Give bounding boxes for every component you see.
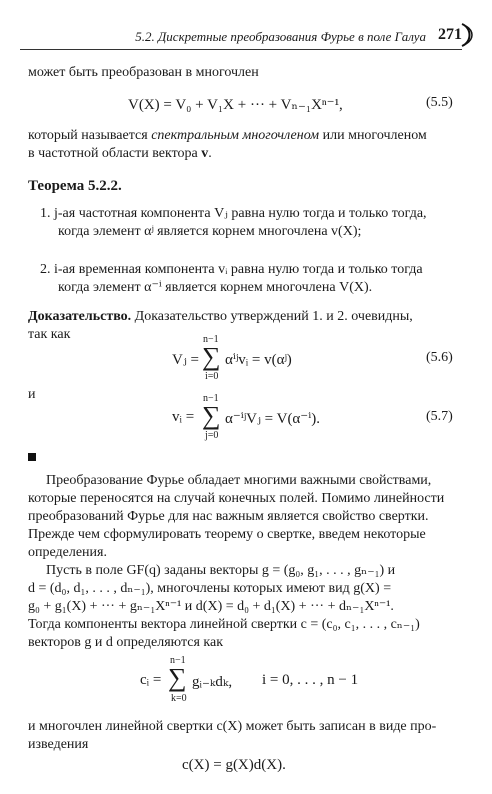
paragraph-1-line-2: в частотной области вектора v.	[28, 146, 212, 161]
paragraph-2-line-1: Преобразование Фурье обладает многими важными свойствами,	[46, 473, 432, 488]
sum-icon: ∑	[168, 663, 187, 692]
sum-icon: ∑	[202, 342, 221, 371]
paragraph-3-line-1: Пусть в поле GF(q) заданы векторы g = (g₀, g₁, . . . , gₙ₋₁) и	[46, 563, 396, 578]
paragraph-3-line-2: d = (d₀, d₁, . . . , dₙ₋₁), многочлены которых имеют вид g(X) =	[28, 581, 392, 596]
paragraph-4-line-2: изведения	[28, 737, 89, 752]
equation-product: c(X) = g(X)d(X).	[182, 757, 286, 773]
sum-icon: ∑	[202, 401, 221, 430]
equation-convolution-upper-limit: n−1	[170, 655, 186, 666]
page-number: 271	[438, 26, 462, 43]
equation-5-7-lower-limit: j=0	[205, 430, 219, 441]
paragraph-2-line-2: которые переносятся на случай конечных полей. Помимо линейности	[28, 491, 445, 506]
paragraph-3-line-3: g₀ + g₁(X) + ··· + gₙ₋₁Xⁿ⁻¹ и d(X) = d₀ + d₁(X) + ··· + dₙ₋₁Xⁿ⁻¹.	[28, 599, 394, 614]
proof-label: Доказательство.	[28, 309, 132, 324]
paragraph-3-line-5: векторов g и d определяются как	[28, 635, 224, 650]
equation-convolution-lhs: cᵢ =	[140, 672, 162, 688]
theorem-item-2-line-1: 2. i-ая временная компонента vᵢ равна нулю тогда и только тогда	[40, 262, 423, 277]
equation-convolution-range: i = 0, . . . , n − 1	[262, 672, 359, 688]
equation-5-5: V(X) = V₀ + V₁X + ··· + Vₙ₋₁Xⁿ⁻¹,	[128, 97, 343, 113]
paragraph-1-line-1: который называется спектральным многочленом или многочленом	[28, 128, 427, 143]
thumb-tab-icon	[460, 22, 474, 48]
header-rule	[20, 49, 462, 50]
equation-5-5-number: (5.5)	[426, 95, 453, 110]
equation-5-7-number: (5.7)	[426, 409, 453, 424]
intro-line: может быть преобразован в многочлен	[28, 65, 259, 80]
qed-square-icon	[28, 453, 36, 461]
paragraph-2-line-5: определения.	[28, 545, 107, 560]
equation-convolution-lower-limit: k=0	[171, 693, 187, 704]
theorem-item-1-line-1: 1. j-ая частотная компонента Vⱼ равна нулю тогда и только тогда,	[40, 206, 427, 221]
running-header	[0, 18, 492, 54]
conjunction: и	[28, 387, 36, 402]
equation-5-6-lhs: Vⱼ =	[172, 352, 200, 368]
paragraph-2-line-4: Прежде чем сформулировать теорему о свертке, введем некоторые	[28, 527, 426, 542]
equation-5-6-lower-limit: i=0	[205, 371, 219, 382]
proof-line-1: Доказательство. Доказательство утверждений 1. и 2. очевидны,	[28, 309, 413, 324]
paragraph-3-line-4: Тогда компоненты вектора линейной свертки c = (c₀, c₁, . . . , cₙ₋₁)	[28, 617, 420, 632]
theorem-title: Теорема 5.2.2.	[28, 178, 122, 194]
equation-5-7-upper-limit: n−1	[203, 393, 219, 404]
equation-5-6-number: (5.6)	[426, 350, 453, 365]
paragraph-2-line-3: преобразований Фурье для нас важным является свойство свертки.	[28, 509, 429, 524]
equation-5-7-lhs: vᵢ =	[172, 409, 195, 425]
equation-convolution-rhs: gᵢ₋ₖdₖ,	[192, 674, 233, 690]
header-title: 5.2. Дискретные преобразования Фурье в поле Галуа	[135, 29, 426, 44]
equation-5-6-rhs: αⁱʲvᵢ = v(αʲ)	[225, 352, 292, 368]
paragraph-4-line-1: и многочлен линейной свертки c(X) может быть записан в виде про-	[28, 719, 437, 734]
theorem-item-1-line-2: когда элемент αʲ является корнем многочлена v(X);	[58, 224, 362, 239]
theorem-item-2-line-2: когда элемент α⁻ⁱ является корнем многочлена V(X).	[58, 280, 373, 295]
proof-line-2: так как	[28, 327, 71, 342]
equation-5-7-rhs: α⁻ⁱʲVⱼ = V(α⁻ⁱ).	[225, 411, 320, 427]
equation-5-6-upper-limit: n−1	[203, 334, 219, 345]
